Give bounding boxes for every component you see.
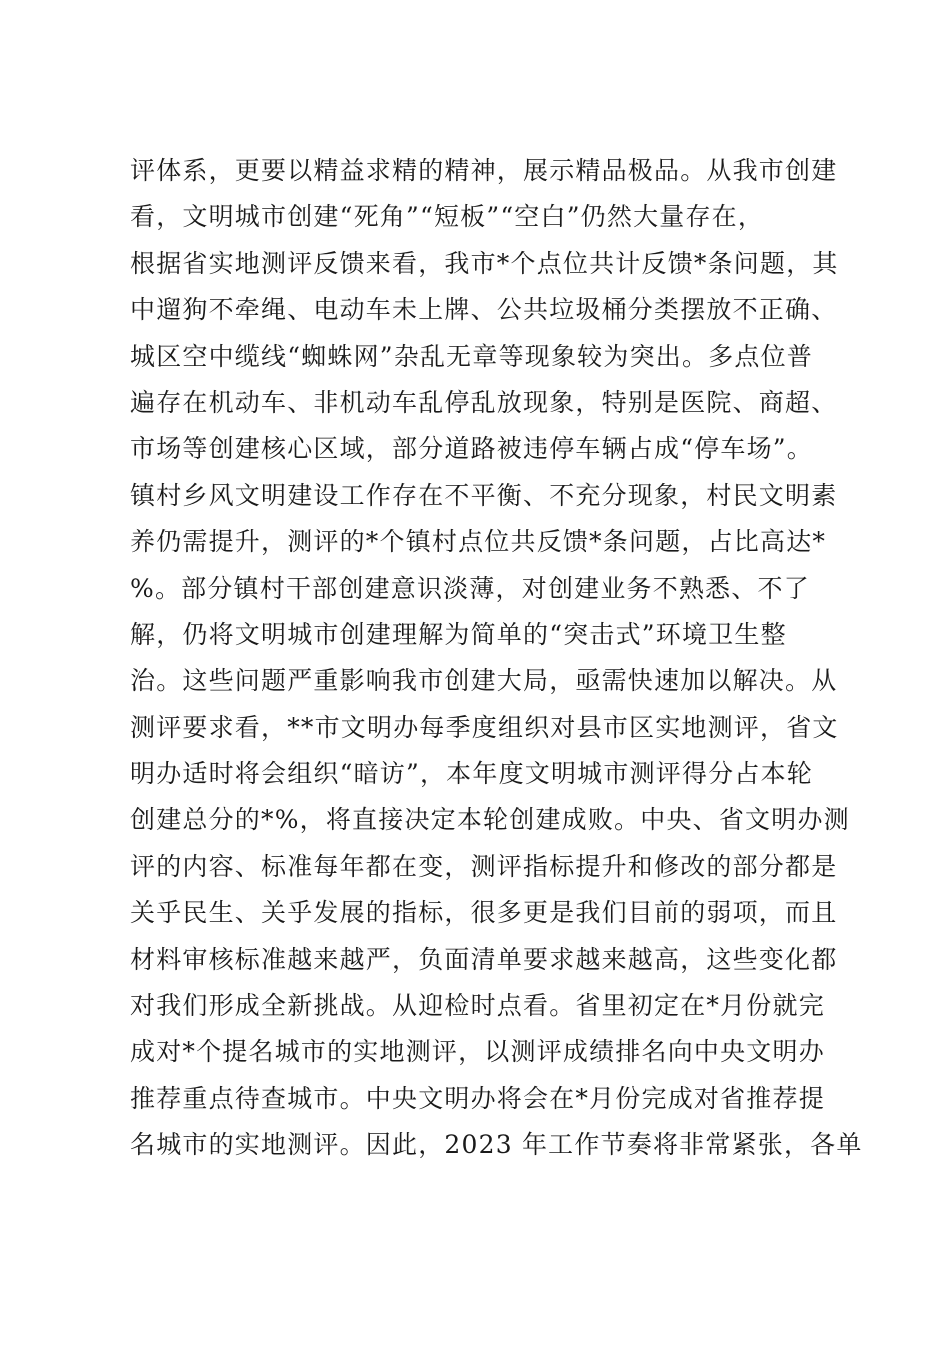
text-line: 评体系，更要以精益求精的精神，展示精品极品。从我市创建 [130,156,838,185]
text-line: 名城市的实地测评。因此，2023 年工作节奏将非常紧张，各单 [130,1130,863,1160]
text-line: 中遛狗不牵绳、电动车未上牌、公共垃圾桶分类摆放不正确、 [130,295,838,325]
text-line: 测评要求看，**市文明办每季度组织对县市区实地测评，省文 [130,712,839,742]
text-line: 创建总分的*%，将直接决定本轮创建成败。中央、省文明办测 [130,805,850,835]
text-line: 推荐重点待查城市。中央文明办将会在*月份完成对省推荐提 [130,1083,825,1113]
text-line: 镇村乡风文明建设工作存在不平衡、不充分现象，村民文明素 [130,480,838,510]
text-line: 根据省实地测评反馈来看，我市*个点位共计反馈*条问题，其 [130,248,839,278]
text-line: 看，文明城市创建“死角”“短板”“空白”仍然大量存在， [130,202,765,232]
text-line: 城区空中缆线“蜘蛛网”杂乱无章等现象较为突出。多点位普 [130,341,813,371]
body-text [130,148,863,1169]
text-line: %。部分镇村干部创建意识淡薄，对创建业务不熟悉、不了 [130,573,810,603]
text-line: 遍存在机动车、非机动车乱停乱放现象，特别是医院、商超、 [130,387,838,417]
text-line: 市场等创建核心区域，部分道路被违停车辆占成“停车场”。 [130,434,813,464]
text-line: 解，仍将文明城市创建理解为简单的“突击式”环境卫生整 [130,619,787,649]
text-line: 明办适时将会组织“暗访”，本年度文明城市测评得分占本轮 [130,759,813,789]
text-line: 成对*个提名城市的实地测评，以测评成绩排名向中央文明办 [130,1037,825,1067]
text-line: 养仍需提升，测评的*个镇村点位共反馈*条问题，占比高达* [130,527,827,557]
text-line: 材料审核标准越来越严，负面清单要求越来越高，这些变化都 [130,944,838,974]
text-line: 对我们形成全新挑战。从迎检时点看。省里初定在*月份就完 [130,991,825,1021]
text-line: 评的内容、标准每年都在变，测评指标提升和修改的部分都是 [130,851,838,881]
text-line: 治。这些问题严重影响我市创建大局，亟需快速加以解决。从 [130,666,838,696]
text-line: 关乎民生、关乎发展的指标，很多更是我们目前的弱项，而且 [130,898,838,928]
